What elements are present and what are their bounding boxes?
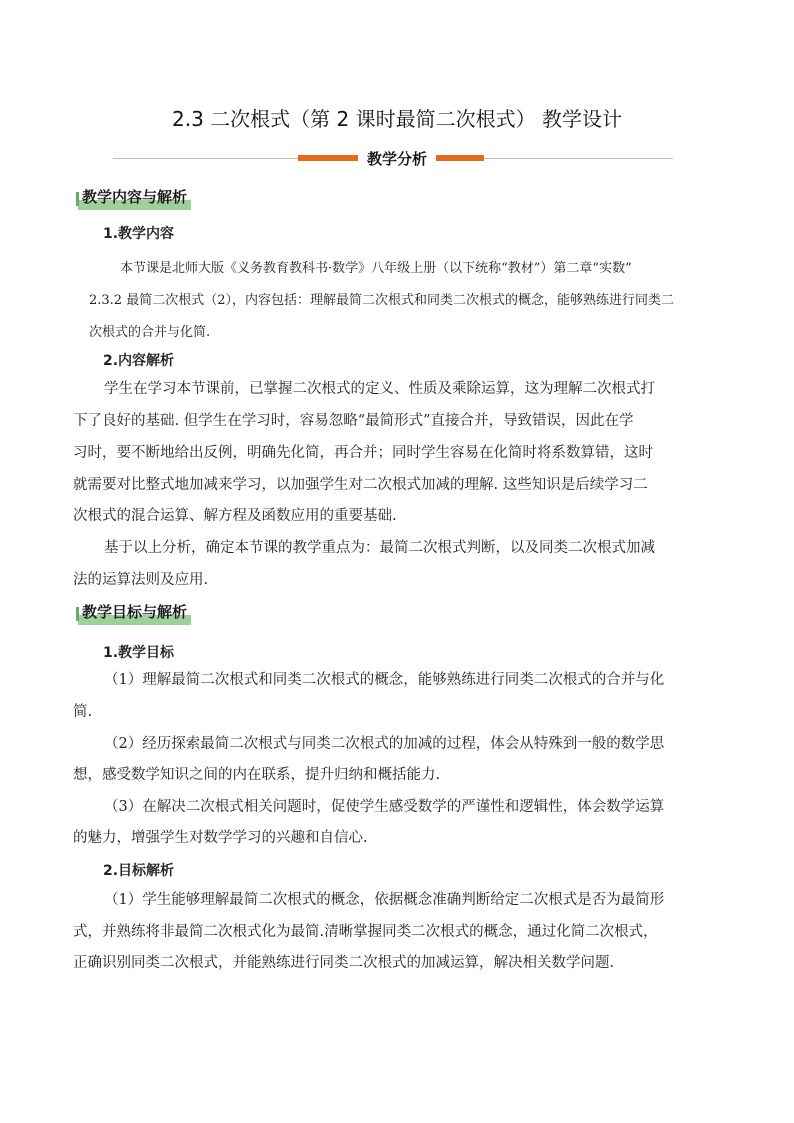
section-heading-objectives [78,601,191,625]
goal-analysis-line: 式，并熟练将非最简二次根式化为最简.清晰掌握同类二次根式的概念，通过化简二次根式， [73,924,658,940]
section-banner [113,148,673,170]
goal-line: 的魅力，增强学生对数学学习的兴趣和自信心. [73,830,368,846]
banner-label: 教学分析 [358,148,436,169]
section-heading-text: 教学目标与解析 [82,603,188,621]
goal-line: （3）在解决二次根式相关问题时，促使学生感受数学的严谨性和逻辑性，体会数学运算 [104,799,665,815]
section-heading-text: 教学内容与解析 [82,188,188,206]
goal-analysis-line: （1）学生能够理解最简二次根式的概念，依据概念准确判断给定二次根式是否为最简形 [104,892,665,908]
goal-line: （2）经历探索最简二次根式与同类二次根式的加减的过程，体会从特殊到一般的数学思 [104,736,665,752]
subheading-teaching-goals: 1.教学目标 [103,645,175,661]
paragraph-line: 次根式的混合运算、解方程及函数应用的重要基础. [73,508,397,524]
page-title: 2.3 二次根式（第 2 课时最简二次根式） 教学设计 [172,107,622,131]
goal-line: （1）理解最简二次根式和同类二次根式的概念，能够熟练进行同类二次根式的合并与化 [104,672,665,688]
paragraph-line: 基于以上分析，确定本节课的教学重点为：最简二次根式判断，以及同类二次根式加减 [104,540,655,556]
banner-bar-right [436,155,484,161]
paragraph-line: 就需要对比整式地加减来学习，以加强学生对二次根式加减的理解. 这些知识是后续学习二 [73,477,648,493]
content-line: 本节课是北师大版《义务教育教科书·数学》八年级上册（以下统称“教材”）第二章“实数” [120,261,632,276]
paragraph-line: 学生在学习本节课前，已掌握二次根式的定义、性质及乘除运算，这为理解二次根式打 [104,381,655,397]
subheading-goal-analysis: 2.目标解析 [103,863,175,879]
banner-bar-left [298,155,358,161]
goal-line: 想，感受数学知识之间的内在联系，提升归纳和概括能力. [73,767,441,783]
heading-highlight-mark [76,607,79,621]
section-heading-content [78,186,191,210]
subheading-content-analysis: 2.内容解析 [103,353,175,369]
content-line: 2.3.2 最简二次根式（2），内容包括：理解最简二次根式和同类二次根式的概念，能够熟练进行同类二 [89,293,674,308]
paragraph-line: 下了良好的基础. 但学生在学习时，容易忽略“最简形式”直接合并，导致错误，因此在学 [73,413,634,429]
subheading-teaching-content: 1.教学内容 [103,226,175,242]
content-line: 次根式的合并与化简. [89,325,211,340]
goal-analysis-line: 正确识别同类二次根式，并能熟练进行同类二次根式的加减运算，解决相关数学问题. [73,955,615,971]
goal-line: 简. [73,704,93,720]
heading-highlight-mark [76,192,79,206]
paragraph-line: 法的运算法则及应用. [73,572,209,588]
paragraph-line: 习时，要不断地给出反例，明确先化简，再合并；同时学生容易在化简时将系数算错，这时 [73,445,653,461]
